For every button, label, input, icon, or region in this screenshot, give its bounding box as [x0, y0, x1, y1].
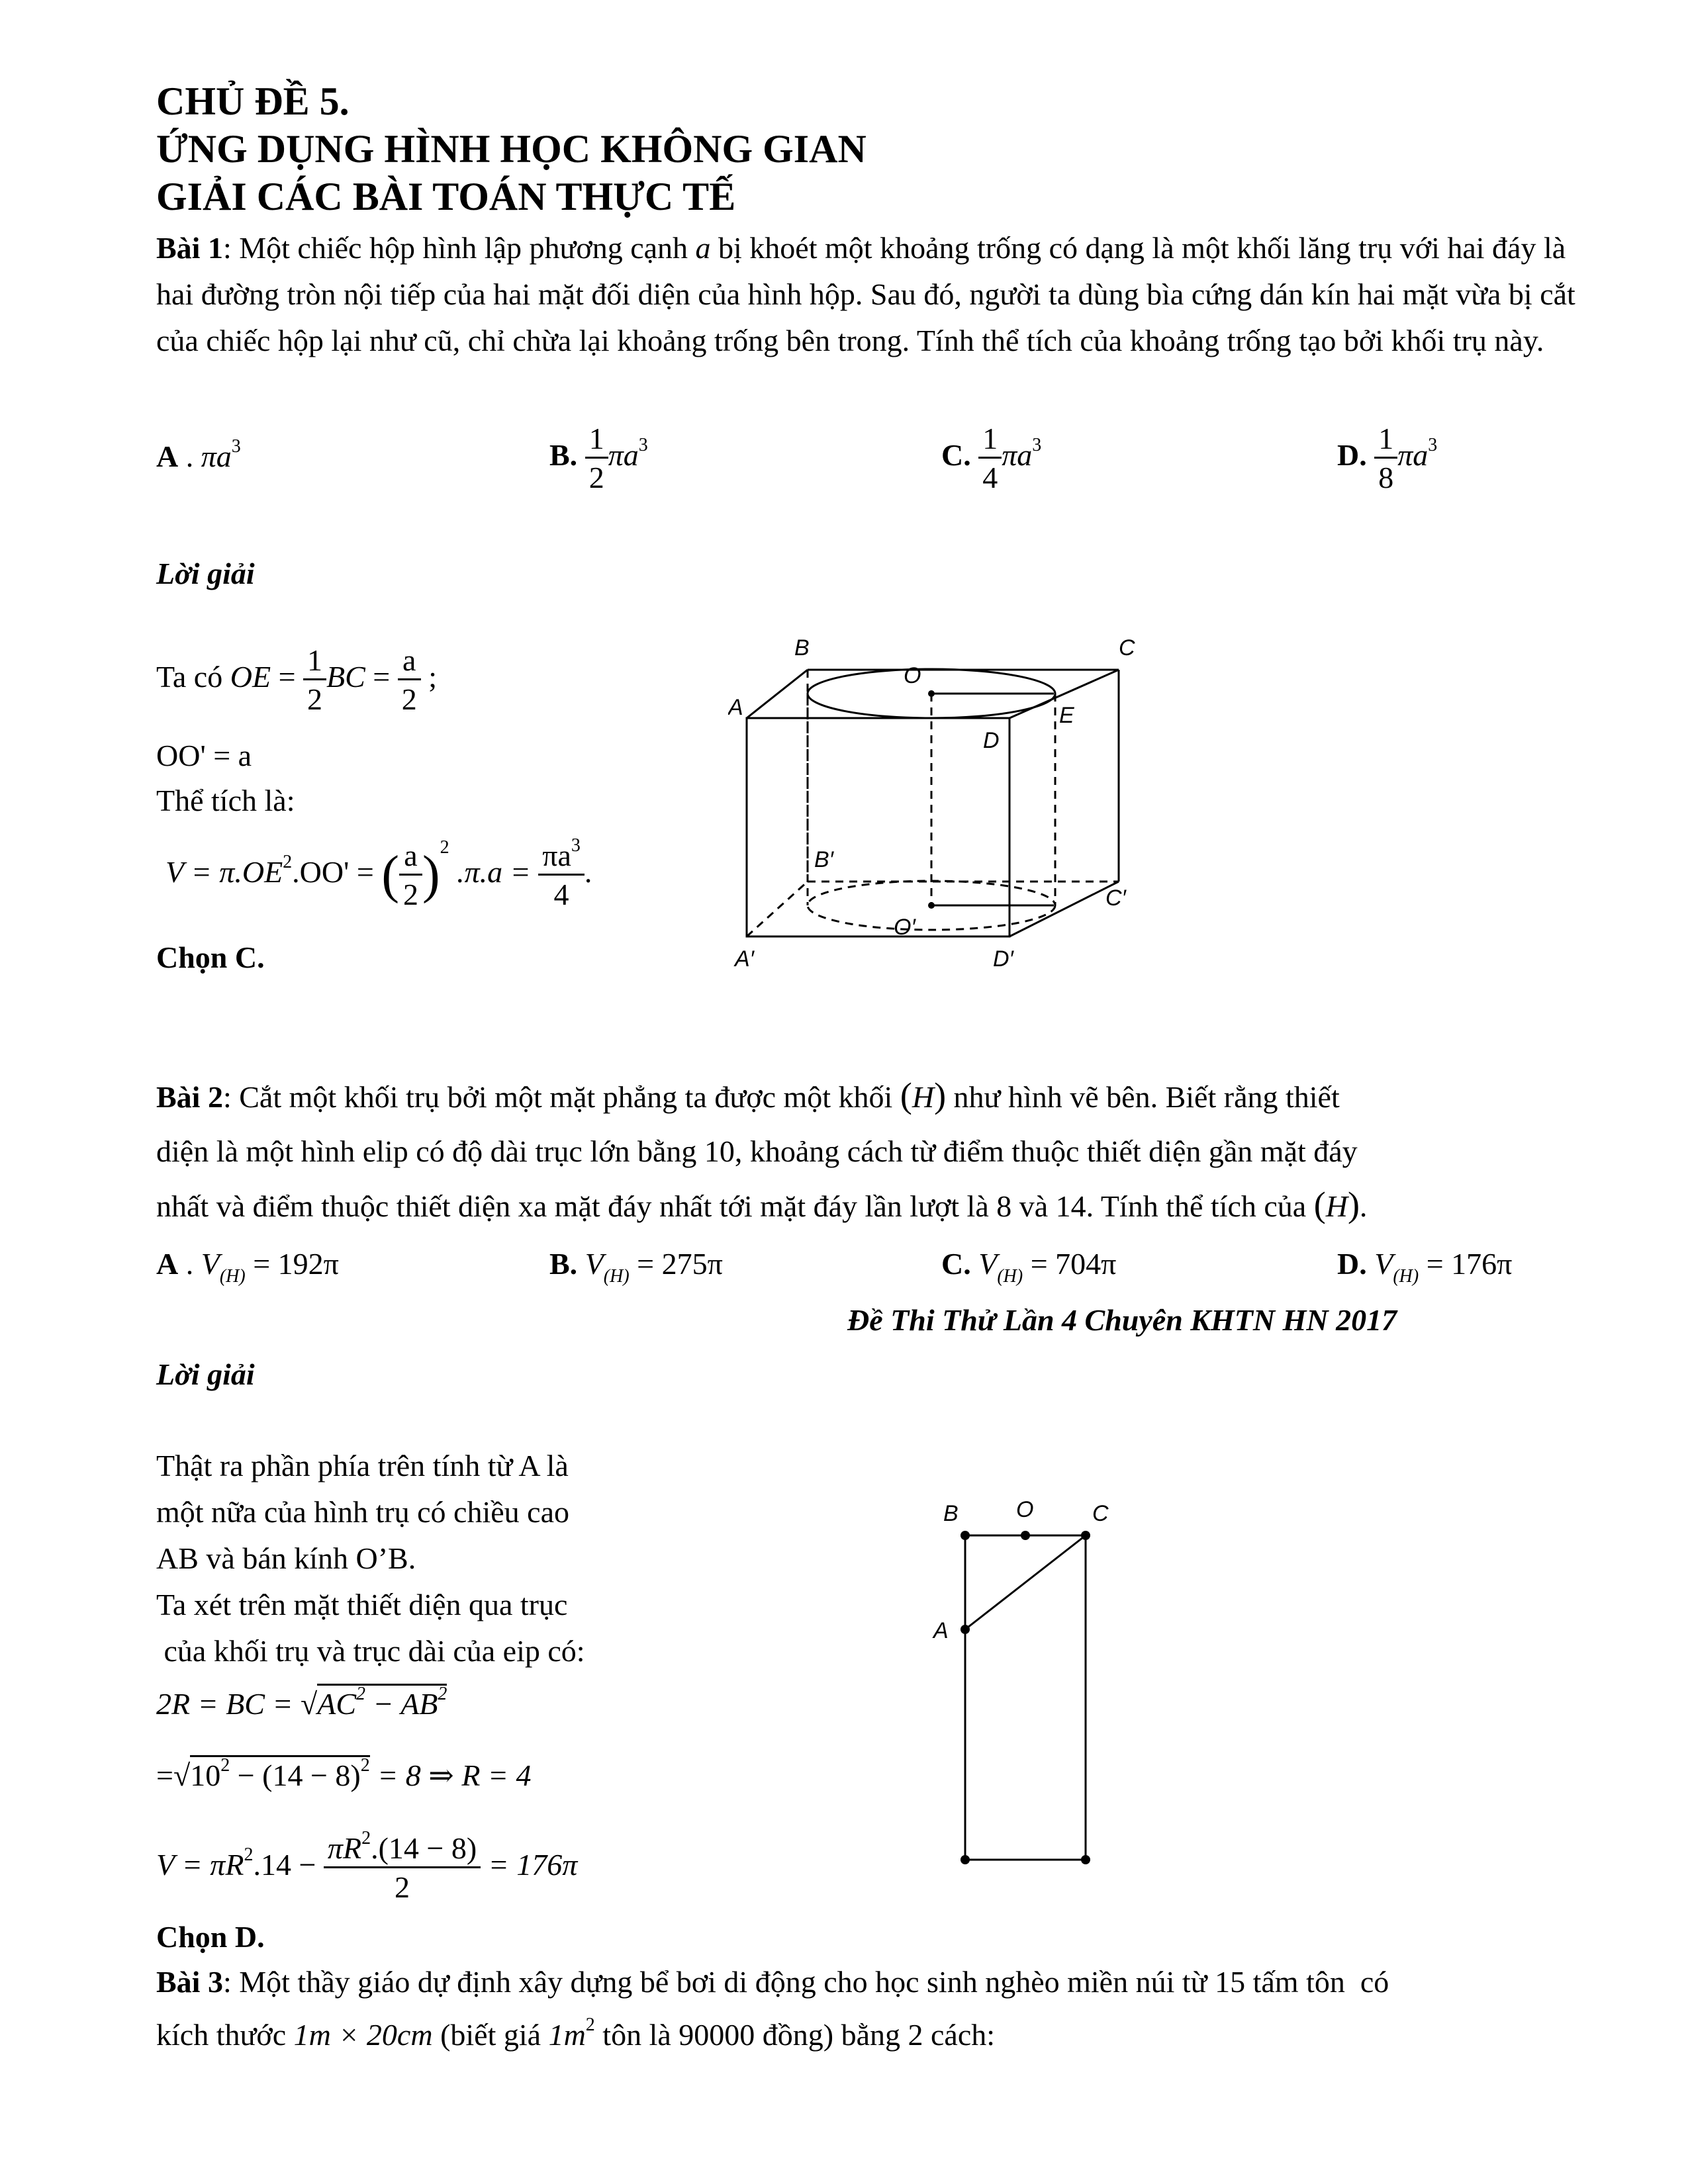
bai3-line1: Bài 3: Một thầy giáo dự định xây dựng bể bơi di động cho học sinh nghèo miền núi từ 15 tấm tôn có	[156, 1965, 1389, 1999]
label-c: C	[1119, 635, 1135, 660]
label-o: O	[1016, 1497, 1034, 1522]
bai1-figure-cube-cylinder	[728, 629, 1165, 986]
bai2-figure-cross-section	[927, 1489, 1152, 1873]
bai1-answer: Chọn C.	[156, 940, 265, 974]
bai2-eq-volume: $V = \pi R^2.14$ − $\frac{\pi R^2.(14 - 8)}{2}$ = 176π	[156, 1828, 578, 1904]
bai2-eq-radius-value: $=√10^2 - (14 - 8)^2 = 8$ ⇒ R = 4	[156, 1755, 532, 1792]
bai2-source: Đề Thi Thử Lần 4 Chuyên KHTN HN 2017	[847, 1303, 1397, 1337]
bai1-option-d: D. $\frac{1}{8}$ $\pi a^3$	[1337, 422, 1438, 494]
bai2-option-b: B. $V_{(H)} = 275\pi$	[549, 1247, 723, 1287]
segment-ac	[965, 1535, 1086, 1629]
label-a: A	[728, 695, 743, 720]
label-e: E	[1059, 703, 1074, 728]
label-o: O	[904, 663, 921, 688]
label-d-prime: D′	[993, 946, 1013, 972]
bai1-option-c: C. $\frac{1}{4}$ $\pi a^3$	[941, 422, 1042, 494]
point-o	[928, 690, 935, 697]
point-bottom-right	[1081, 1855, 1090, 1864]
label-c-prime: C′	[1105, 886, 1126, 911]
bai3-line2: kích thước 1m × 20cm (biết giá $1m^2$ tôn là 90000 đồng) bằng 2 cách:	[156, 2015, 996, 2052]
chapter-subtitle: GIẢI CÁC BÀI TOÁN THỰC TẾ	[156, 175, 736, 218]
bai1-solution-label: Lời giải	[156, 557, 255, 590]
cross-section-rect	[965, 1535, 1086, 1860]
point-c	[1081, 1531, 1090, 1540]
chapter-number: CHỦ ĐỀ 5.	[156, 79, 350, 123]
point-o-prime	[928, 902, 935, 909]
bai1-eq-volume: $V = \pi.OE^2.OO'$ = ( $\frac{a}{2}$ )$^2$ .π.a = $\frac{\pi a^3}{4}$ .	[165, 835, 592, 911]
bai2-option-a: A . $V_{(H)} = 192\pi$	[156, 1247, 339, 1287]
front-face	[747, 718, 1009, 936]
label-c: C	[1092, 1501, 1109, 1526]
edge-cd-bottom	[1009, 882, 1119, 936]
bai1-problem: Bài 1: Một chiếc hộp hình lập phương cạnh a bị khoét một khoảng trống có dạng là một khối lăng trụ với hai đáy là hai đường tròn nội tiếp của hai mặt đối diện của hình hộp. Sau đó, người ta dùng bìa cứng dán kín hai mặt vừa bị cắt của chiếc hộp lại như cũ, chỉ chừa lại khoảng trống bên trong. Tính thể tích của khoảng trống tạo bởi khối trụ này.	[156, 231, 1575, 357]
bai1-option-b: B. $\frac{1}{2}$ $\pi a^3$	[549, 422, 648, 494]
label-a-prime: A′	[735, 946, 755, 972]
bai2-line1: Bài 2: Cắt một khối trụ bởi một mặt phẳng ta được một khối (H) như hình vẽ bên. Biết rằng thiết	[156, 1075, 1340, 1115]
point-b	[961, 1531, 970, 1540]
label-d: D	[983, 728, 1000, 753]
bai2-answer: Chọn D.	[156, 1920, 265, 1954]
bai1-volume-label: Thể tích là:	[156, 784, 295, 817]
bai1-eq-oe: Ta có OE = $\frac{1}{2}$ BC = $\frac{a}{2}$ ;	[156, 643, 438, 716]
label-a: A	[933, 1618, 949, 1643]
bai2-option-c: C. $V_{(H)} = 704\pi$	[941, 1247, 1117, 1287]
bai3-label: Bài 3	[156, 1965, 223, 1999]
bai2-line3: nhất và điểm thuộc thiết diện xa mặt đáy nhất tới mặt đáy lần lượt là 8 và 14. Tính thể tích của (H).	[156, 1185, 1368, 1224]
bai2-option-d: D. $V_{(H)} = 176\pi$	[1337, 1247, 1513, 1287]
label-b: B	[794, 635, 810, 660]
chapter-title: ỨNG DỤNG HÌNH HỌC KHÔNG GIAN	[156, 127, 867, 171]
point-a	[961, 1625, 970, 1634]
bai2-label: Bài 2	[156, 1080, 223, 1114]
label-o-prime: O′	[894, 915, 915, 940]
bai2-solution-text: Thật ra phần phía trên tính từ A là một nữa của hình trụ có chiều cao AB và bán kính O’B. Ta xét trên mặt thiết diện qua trục của khối trụ và trục dài của eip có:	[156, 1449, 585, 1668]
bai2-solution-label: Lời giải	[156, 1357, 255, 1391]
point-bottom-left	[961, 1855, 970, 1864]
bai1-eq-oo: OO' = a	[156, 739, 252, 772]
bai1-option-a: A . $\pi a^3$	[156, 436, 241, 473]
label-b: B	[943, 1501, 959, 1526]
bai1-label: Bài 1	[156, 231, 223, 265]
hidden-edge-ab-bottom	[747, 882, 808, 936]
point-o	[1021, 1531, 1030, 1540]
bai2-eq-radius: 2R = BC = $√AC^2 - AB^2$	[156, 1684, 447, 1721]
bai2-line2: diện là một hình elip có độ dài trục lớn bằng 10, khoảng cách từ điểm thuộc thiết diện gần mặt đáy	[156, 1134, 1358, 1168]
edge-ab	[747, 670, 808, 718]
label-b-prime: B′	[814, 847, 834, 872]
